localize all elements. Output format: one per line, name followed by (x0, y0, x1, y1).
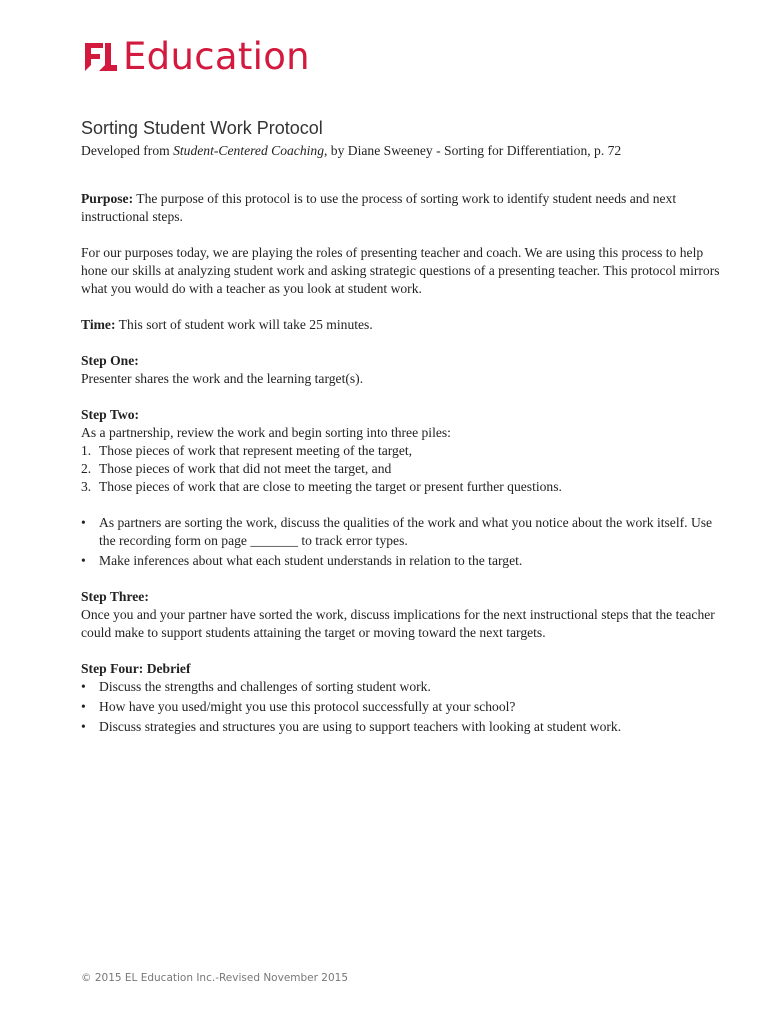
bullet-text: As partners are sorting the work, discuss the qualities of the work and what you notice about the work itself. Use the recording form on page _______ to track error types. (99, 515, 713, 548)
step-three-heading: Step Three: (81, 589, 149, 604)
step-one-heading: Step One: (81, 353, 139, 368)
bullet-text: How have you used/might you use this protocol successfully at your school? (99, 699, 516, 714)
list-item-text: Those pieces of work that are close to meeting the target or present further questions. (99, 479, 562, 494)
list-number: 1. (81, 443, 92, 458)
copyright-footer: © 2015 EL Education Inc.-Revised November 2015 (81, 972, 349, 984)
bullet-icon: • (81, 699, 86, 714)
subtitle-prefix: Developed from (81, 143, 174, 158)
subtitle-suffix: , by Diane Sweeney - Sorting for Differentiation, p. 72 (324, 143, 622, 158)
bullet-item (81, 514, 726, 550)
step-four-heading: Step Four: Debrief (81, 661, 191, 676)
step-two-heading: Step Two: (81, 407, 140, 422)
list-item (81, 478, 726, 496)
time-paragraph (81, 316, 726, 334)
bullet-text: Discuss the strengths and challenges of sorting student work. (99, 679, 431, 694)
time-text: This sort of student work will take 25 minutes. (115, 317, 373, 332)
bullet-text: Discuss strategies and structures you are using to support teachers with looking at student work. (99, 719, 622, 734)
subtitle-book-title: Student-Centered Coaching (173, 143, 324, 158)
bullet-text: Make inferences about what each student understands in relation to the target. (99, 553, 523, 568)
step-one-text: Presenter shares the work and the learning target(s). (81, 371, 364, 386)
document-subtitle (81, 142, 726, 160)
el-logo-mark-icon (81, 39, 117, 75)
document-title: Sorting Student Work Protocol (81, 118, 323, 138)
step-four-bullets (81, 678, 726, 736)
list-number: 2. (81, 461, 92, 476)
bullet-icon: • (81, 679, 86, 694)
purpose-label: Purpose: (81, 191, 134, 206)
list-item (81, 442, 726, 460)
step-three-section (81, 588, 726, 642)
bullet-item (81, 552, 726, 570)
bullet-item (81, 678, 726, 696)
bullet-item (81, 718, 726, 736)
list-number: 3. (81, 479, 92, 494)
purpose-paragraph (81, 190, 726, 226)
step-four-section (81, 660, 726, 736)
step-two-intro: As a partnership, review the work and begin sorting into three piles: (81, 425, 451, 440)
el-education-logo (81, 37, 310, 77)
bullet-item (81, 698, 726, 716)
purpose-text: The purpose of this protocol is to use the process of sorting work to identify student needs and next instructional steps. (81, 191, 677, 224)
sorting-piles-list (81, 442, 726, 496)
time-label: Time: (81, 317, 116, 332)
step-two-section (81, 406, 726, 570)
list-item (81, 460, 726, 478)
protocol-document (81, 116, 726, 738)
logo-wordmark: Education (123, 35, 310, 78)
bullet-icon: • (81, 553, 86, 568)
bullet-icon: • (81, 515, 86, 530)
step-one-section (81, 352, 726, 388)
context-paragraph: For our purposes today, we are playing the roles of presenting teacher and coach. We are using this process to help hone our skills at analyzing student work and asking strategic questions of a presenting teacher. This protocol mirrors what you would do with a teacher as you look at student work. (81, 245, 720, 296)
step-two-bullets (81, 514, 726, 570)
list-item-text: Those pieces of work that did not meet the target, and (99, 461, 392, 476)
list-item-text: Those pieces of work that represent meeting of the target, (99, 443, 413, 458)
bullet-icon: • (81, 719, 86, 734)
step-three-text: Once you and your partner have sorted the work, discuss implications for the next instructional steps that the teacher could make to support students attaining the target or moving toward the next targets. (81, 607, 715, 640)
